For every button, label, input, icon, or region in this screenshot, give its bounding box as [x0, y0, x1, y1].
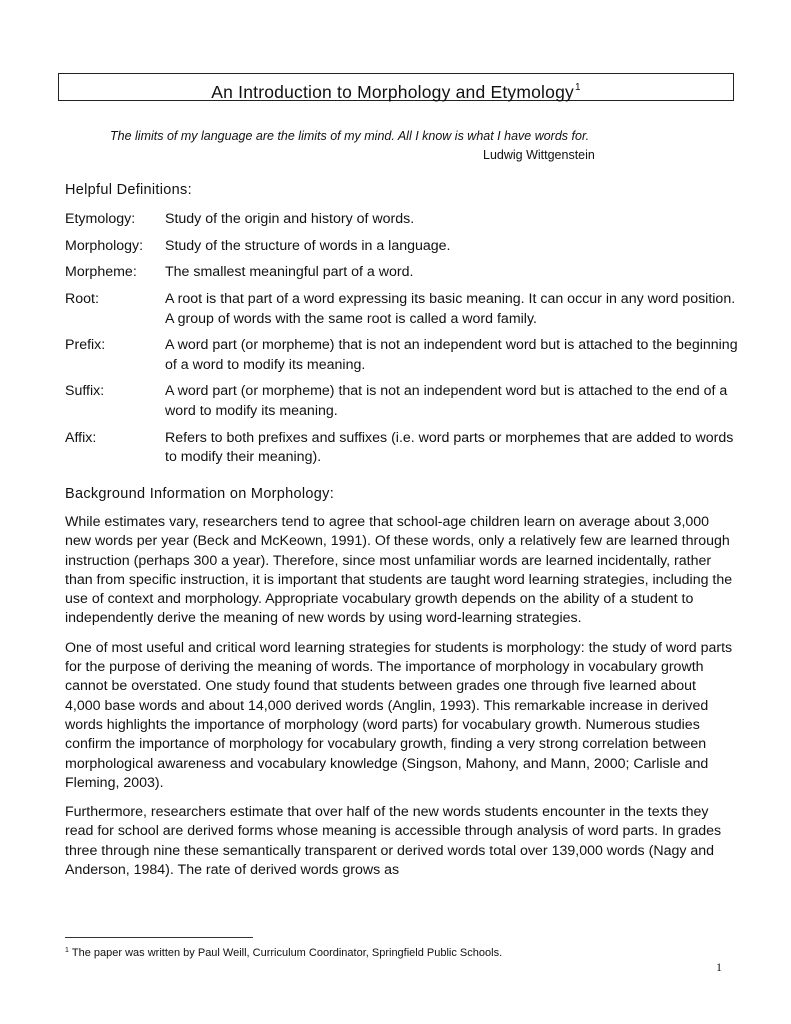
epigraph-quote: The limits of my language are the limits of my mind. All I know is what I have words for.: [110, 129, 590, 143]
definition-text: A root is that part of a word expressing its basic meaning. It can occur in any word position. A group of words with the same root is called a word family.: [165, 291, 736, 327]
definition-term: Etymology:: [65, 211, 136, 227]
background-body: [65, 513, 735, 890]
definition-prefix: [65, 336, 745, 375]
definition-text: Refers to both prefixes and suffixes (i.e. word parts or morphemes that are added to words to modify their meaning).: [165, 429, 734, 466]
definition-suffix: [65, 382, 745, 421]
definition-text: A word part (or morpheme) that is not an independent word but is attached to the beginning of a word to modify its meaning.: [165, 337, 738, 373]
body-paragraph: Furthermore, researchers estimate that over half of the new words students encounter in the texts they read for school are derived forms whose meaning is accessible through analysis of word parts. In grades three through nine these semantically transparent or derived words total over 139,000 words (Nagy and Anderson, 1984). The rate of derived words grows as: [65, 804, 722, 879]
footnote: [65, 944, 502, 960]
footnote-marker: 1: [65, 947, 69, 954]
definition-term: Morphology:: [65, 237, 144, 254]
background-heading: Background Information on Morphology:: [65, 486, 335, 502]
title-footnote-ref: 1: [574, 82, 581, 93]
definition-etymology: [65, 210, 745, 230]
footnote-text: The paper was written by Paul Weill, Curriculum Coordinator, Springfield Public Schools.: [71, 947, 503, 959]
page-title: [58, 73, 734, 101]
definition-morpheme: [65, 263, 745, 283]
body-paragraph: One of most useful and critical word learning strategies for students is morphology: the study of word parts for the purpose of deriving the meaning of words. The importance of morphology in vocabulary growth cannot be overstated. One study found that students between grades one through five learned about 4,000 base words and about 14,000 derived words (Anglin, 1993). This remarkable increase in derived words highlights the importance of morphology (word parts) for vocabulary growth. Numerous studies confirm the importance of morphology for vocabulary growth, finding a very strong correlation between morphological awareness and vocabulary knowledge (Singson, Mahony, and Mann, 2000; Carlisle and Fleming, 2003).: [65, 639, 733, 791]
epigraph-author: Ludwig Wittgenstein: [483, 148, 595, 162]
definition-text: The smallest meaningful part of a word.: [165, 264, 414, 281]
definition-root: [65, 290, 745, 329]
definition-term: Prefix:: [65, 337, 106, 354]
definitions-heading: Helpful Definitions:: [65, 182, 192, 198]
definition-term: Morpheme:: [65, 264, 137, 281]
definition-affix: [65, 429, 745, 468]
definition-term: Suffix:: [65, 383, 105, 400]
definition-text: A word part (or morpheme) that is not an independent word but is attached to the end of a word to modify its meaning.: [165, 383, 728, 419]
definition-text: Study of the origin and history of words.: [165, 211, 415, 227]
definitions-list: [65, 210, 745, 475]
title-text: An Introduction to Morphology and Etymology: [211, 82, 574, 102]
footnote-divider: [65, 937, 253, 938]
page-number: 1: [716, 960, 722, 974]
definition-term: Affix:: [65, 429, 97, 446]
definition-morphology: [65, 237, 745, 257]
definition-text: Study of the structure of words in a language.: [165, 237, 451, 254]
definition-term: Root:: [65, 291, 99, 308]
body-paragraph: While estimates vary, researchers tend to agree that school-age children learn on average about 3,000 new words per year (Beck and McKeown, 1991). Of these words, only a relatively few are learned through instruction (perhaps 300 a year). Therefore, since most unfamiliar words are learned incidentally, rather than from specific instruction, it is important that students are taught word learning strategies, including the use of context and morphology. Appropriate vocabulary growth depends on the ability of a student to independently derive the meaning of new words by using word-learning strategies.: [65, 514, 733, 627]
